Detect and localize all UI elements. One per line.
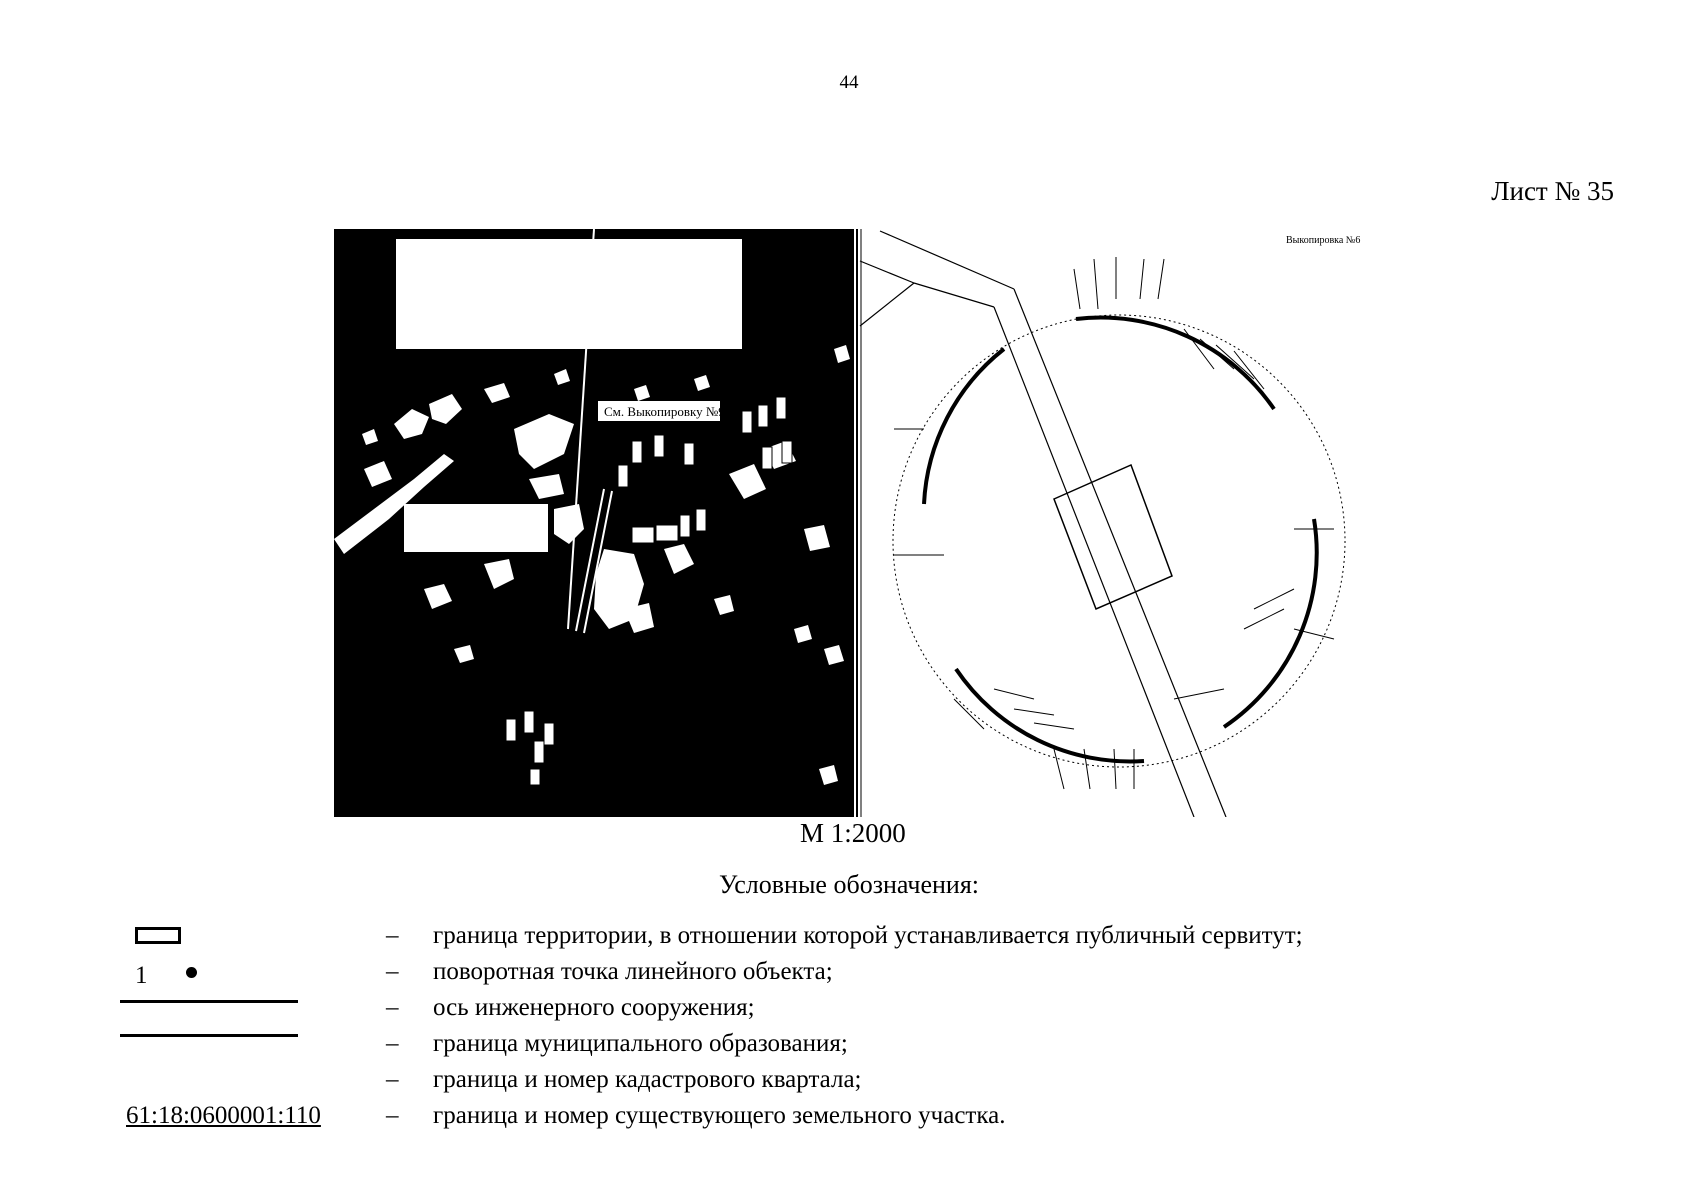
legend-dash: – — [386, 994, 399, 1021]
legend-item-land-parcel — [120, 1098, 1520, 1134]
dot-icon — [186, 967, 197, 978]
photo-reference-label: См. Выкопировку №9 — [604, 404, 725, 419]
legend-dash: – — [386, 922, 399, 949]
legend-dash: – — [386, 1030, 399, 1057]
legend — [120, 918, 1520, 1134]
page-number: 44 — [839, 72, 859, 93]
point-number-label: 1 — [135, 962, 148, 989]
legend-symbol — [120, 918, 360, 954]
line-icon — [120, 1000, 298, 1003]
legend-item-municipal-boundary — [120, 1026, 1520, 1062]
legend-text: граница муниципального образования; — [433, 1030, 848, 1057]
photo-blank-area-top — [396, 239, 742, 349]
legend-item-turning-point — [120, 954, 1520, 990]
photo-blank-area-middle — [404, 504, 548, 552]
legend-item-servitude-boundary — [120, 918, 1520, 954]
legend-symbol — [120, 1062, 360, 1098]
cadastral-number-label: 61:18:0600001:110 — [126, 1102, 321, 1129]
legend-text: ось инженерного сооружения; — [433, 994, 755, 1021]
legend-dash: – — [386, 1102, 399, 1129]
plan-drawing — [854, 229, 1374, 817]
aerial-photo-map — [334, 229, 854, 817]
legend-symbol — [120, 954, 360, 990]
line-plan-map — [854, 229, 1374, 817]
plan-reference-label: Выкопировка №6 — [1286, 235, 1361, 246]
rectangle-icon — [135, 927, 181, 944]
legend-symbol — [120, 990, 360, 1026]
legend-text: граница территории, в отношении которой устанавливается публичный сервитут; — [433, 922, 1303, 949]
legend-symbol — [120, 1026, 360, 1062]
legend-text: поворотная точка линейного объекта; — [433, 958, 833, 985]
legend-dash: – — [386, 958, 399, 985]
legend-symbol — [120, 1098, 360, 1134]
legend-dash: – — [386, 1066, 399, 1093]
aerial-photo-drawing — [334, 229, 854, 817]
legend-item-cadastral-quarter — [120, 1062, 1520, 1098]
line-icon — [120, 1034, 298, 1037]
legend-item-engineering-axis — [120, 990, 1520, 1026]
map-scale: М 1:2000 — [800, 818, 906, 848]
legend-text: граница и номер существующего земельного участка. — [433, 1102, 1006, 1129]
sheet-label: Лист № 35 — [1491, 176, 1614, 206]
legend-title: Условные обозначения: — [718, 870, 980, 899]
legend-text: граница и номер кадастрового квартала; — [433, 1066, 862, 1093]
